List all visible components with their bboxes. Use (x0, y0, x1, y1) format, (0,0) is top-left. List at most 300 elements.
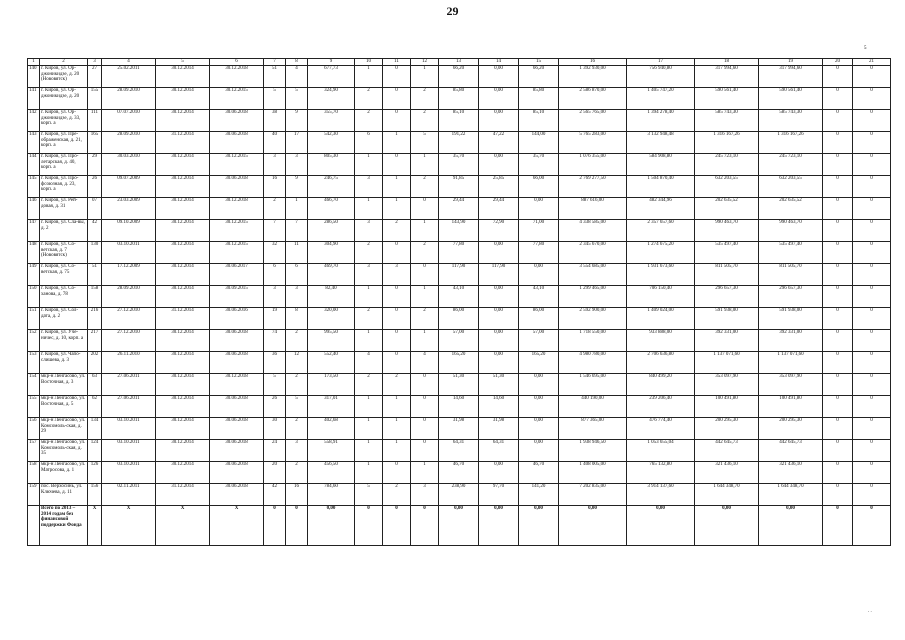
table-cell: 632 203,55 (695, 176, 759, 198)
table-cell: 30.12.2014 (156, 396, 210, 418)
table-cell: 784,60 (308, 484, 355, 506)
table-cell: 542,30 (308, 132, 355, 154)
row-id-cell: 150 (28, 286, 40, 308)
table-cell: 0 (853, 396, 891, 418)
table-cell: 2 (383, 220, 411, 242)
table-cell: 1 (411, 286, 439, 308)
table-cell: 27.06.2011 (102, 374, 156, 396)
table-cell: 25,85 (479, 176, 519, 198)
table-cell: 3 (411, 484, 439, 506)
address-cell: г. Киров, ул. Про-летарская, д. 40, корп. а (40, 154, 88, 176)
column-number: 21 (853, 59, 891, 66)
table-cell: 0 (853, 88, 891, 110)
table-cell: 31.12.2014 (156, 484, 210, 506)
table-cell: 47,22 (479, 132, 519, 154)
row-id-cell: 149 (28, 264, 40, 286)
table-cell: 0 (383, 154, 411, 176)
table-cell: 1 718 550,00 (559, 330, 627, 352)
table-cell: 0 (823, 198, 853, 220)
table-cell: 3 (355, 264, 383, 286)
address-cell: мкр-н Ленгасово, ул. Комсомоль-ская, д. 29 (40, 418, 88, 440)
table-cell: 17.12.2009 (102, 264, 156, 286)
column-number: 4 (102, 59, 156, 66)
column-number: 7 (264, 59, 286, 66)
table-cell: 304,90 (308, 242, 355, 264)
row-id-cell: 142 (28, 110, 40, 132)
table-cell: 0 (823, 396, 853, 418)
table-cell: 2 565 765,00 (559, 110, 627, 132)
table-cell: 0,00 (479, 330, 519, 352)
table-cell: 66,20 (519, 66, 559, 88)
table-cell: 245 723,10 (695, 154, 759, 176)
table-cell: 2 (286, 462, 308, 484)
table-cell: 0 (411, 198, 439, 220)
table-cell: 27.12.2010 (102, 330, 156, 352)
column-number: 10 (355, 59, 383, 66)
table-cell: 66,20 (439, 66, 479, 88)
table-cell: 63 (88, 374, 102, 396)
table-cell: 156 (88, 484, 102, 506)
table-row (28, 308, 891, 330)
table-cell: 32 (264, 242, 286, 264)
table-cell: 165 (88, 132, 102, 154)
table-cell: 30.12.2014 (156, 462, 210, 484)
table-cell: 2 357 657,60 (627, 220, 695, 242)
table-cell: 0 (383, 352, 411, 374)
table-cell: 51,30 (439, 374, 479, 396)
table-cell: 9 (286, 110, 308, 132)
table-cell: 2 (286, 374, 308, 396)
table-cell: 0 (823, 484, 853, 506)
table-cell: 30.12.2018 (210, 66, 264, 88)
table-cell: 440 190,00 (559, 396, 627, 418)
table-cell: 238,90 (439, 484, 479, 506)
table-cell: 239 206,40 (627, 396, 695, 418)
table-cell: 35,70 (439, 154, 479, 176)
table-cell: 0 (853, 484, 891, 506)
table-row (28, 110, 891, 132)
table-cell: 30.12.2015 (210, 242, 264, 264)
table-cell: 0 (286, 506, 308, 546)
table-cell: 4 (286, 66, 308, 88)
table-cell: 0 (853, 242, 891, 264)
table-cell: 12 (286, 352, 308, 374)
table-cell: 585 743,30 (695, 110, 759, 132)
table-cell: 2 (411, 242, 439, 264)
table-row (28, 330, 891, 352)
table-cell: 584 908,80 (627, 154, 695, 176)
table-cell: 155 (88, 88, 102, 110)
table-cell: 2 345 670,00 (559, 242, 627, 264)
address-cell: г. Киров, ул. Чапо-слишева, д. 3 (40, 352, 88, 374)
column-number: 14 (479, 59, 519, 66)
table-cell: 0 (411, 264, 439, 286)
table-cell: 0,00 (479, 66, 519, 88)
housing-program-table (27, 58, 891, 546)
table-cell: 30.12.2014 (156, 440, 210, 462)
table-cell: 03.10.2011 (102, 462, 156, 484)
column-number: 19 (759, 59, 823, 66)
table-cell: 126 (88, 462, 102, 484)
table-cell: 143,90 (439, 220, 479, 242)
table-cell: 43,10 (439, 286, 479, 308)
table-cell: 558,91 (308, 440, 355, 462)
table-cell: 3 132 948,48 (627, 132, 695, 154)
table-cell: 0 (823, 418, 853, 440)
table-cell: 23.03.2009 (102, 198, 156, 220)
address-cell: г. Киров, ул. Пре-ображенская, д. 21, корп. а (40, 132, 88, 154)
table-cell: 246,75 (308, 176, 355, 198)
row-id-cell: 146 (28, 198, 40, 220)
table-cell: 442 645,73 (695, 440, 759, 462)
table-cell: 1 (355, 440, 383, 462)
table-cell: 1 (355, 462, 383, 484)
table-cell: 677,73 (308, 66, 355, 88)
table-cell: 2 (411, 88, 439, 110)
table-cell: 1 644 348,70 (695, 484, 759, 506)
table-cell: 0 (264, 506, 286, 546)
table-cell: 0,00 (479, 110, 519, 132)
table-cell: 320,00 (308, 308, 355, 330)
table-cell: 2 (383, 484, 411, 506)
table-cell: 2 (355, 110, 383, 132)
table-cell: 0,00 (759, 506, 823, 546)
table-cell: 1 931 673,60 (627, 264, 695, 286)
table-cell: 0 (355, 506, 383, 546)
column-number: 8 (286, 59, 308, 66)
row-id-cell: 155 (28, 396, 40, 418)
table-cell: 28.09.2010 (102, 132, 156, 154)
table-cell: 0 (411, 418, 439, 440)
table-cell: 8 (286, 308, 308, 330)
table-cell: 245 723,10 (759, 154, 823, 176)
table-cell: 0 (853, 264, 891, 286)
address-cell: г. Киров, ул. Ор-джоникидзе, д. 33, корп. а (40, 110, 88, 132)
table-cell: 165,20 (439, 352, 479, 374)
table-cell: 85,80 (439, 88, 479, 110)
table-total-row (28, 506, 891, 546)
address-cell: мкр-н Ленгасово, ул. Восточная, д. 3 (40, 374, 88, 396)
table-cell: 216 (88, 308, 102, 330)
table-cell: 91,85 (439, 176, 479, 198)
table-cell: 0 (411, 440, 439, 462)
bottom-mark: . . (868, 609, 872, 614)
table-cell: 469,70 (308, 264, 355, 286)
table-cell: 30.06.2018 (210, 484, 264, 506)
table-cell: 30.12.2014 (156, 418, 210, 440)
table-cell: 0 (823, 154, 853, 176)
table-cell: 0 (823, 242, 853, 264)
table-cell: 46,70 (439, 462, 479, 484)
table-cell: 0 (823, 374, 853, 396)
table-cell: 2 (355, 242, 383, 264)
table-cell: 353 097,90 (759, 374, 823, 396)
table-cell: 191,22 (439, 132, 479, 154)
table-cell: 552,40 (308, 352, 355, 374)
table-cell: X (102, 506, 156, 546)
table-cell: 535 497,40 (695, 242, 759, 264)
table-cell: 296 657,30 (759, 286, 823, 308)
table-cell: 317 994,60 (759, 66, 823, 88)
table-cell: 0,00 (559, 506, 627, 546)
table-cell: 7 (286, 220, 308, 242)
column-number: 13 (439, 59, 479, 66)
table-cell: 0,00 (519, 396, 559, 418)
table-cell: 2 (411, 308, 439, 330)
table-cell: 117,90 (439, 264, 479, 286)
table-row (28, 374, 891, 396)
table-cell: 202 635,52 (695, 198, 759, 220)
table-cell: 30.06.2017 (210, 264, 264, 286)
table-cell: 1 394 278,40 (627, 110, 695, 132)
row-id-cell: 158 (28, 462, 40, 484)
row-id-cell: 148 (28, 242, 40, 264)
table-cell: 30.12.2014 (156, 66, 210, 88)
table-cell: 0 (853, 154, 891, 176)
address-cell: мкр-н Ленгасово, ул. Восточная, д. 5 (40, 396, 88, 418)
table-cell: 36 (264, 352, 286, 374)
table-cell: 30.12.2015 (210, 154, 264, 176)
table-cell: 0 (383, 88, 411, 110)
table-cell: 1 (355, 396, 383, 418)
table-cell: 0 (823, 462, 853, 484)
table-cell: 02.11.2011 (102, 484, 156, 506)
row-id-cell: 154 (28, 374, 40, 396)
table-cell: 64,31 (479, 440, 519, 462)
row-id-cell (28, 506, 40, 546)
table-cell: 3 (355, 176, 383, 198)
table-cell: 392 331,00 (695, 330, 759, 352)
column-number: 6 (210, 59, 264, 66)
table-cell: 0 (383, 110, 411, 132)
table-cell: 1 405 747,20 (627, 88, 695, 110)
table-cell: 585 743,30 (759, 110, 823, 132)
table-cell: 0 (853, 462, 891, 484)
table-cell: 6 (355, 132, 383, 154)
address-cell: г. Киров, ул. Рей-довая, д. 31 (40, 198, 88, 220)
row-id-cell: 141 (28, 88, 40, 110)
table-cell: 1 409 024,00 (627, 308, 695, 330)
table-cell: 0 (853, 132, 891, 154)
corner-mark: 5 (864, 46, 867, 51)
table-cell: 0 (853, 418, 891, 440)
table-cell: 3 (264, 154, 286, 176)
table-cell: 0 (823, 176, 853, 198)
table-row (28, 264, 891, 286)
table-cell: 1 137 071,60 (759, 352, 823, 374)
table-cell: 64,31 (439, 440, 479, 462)
row-id-cell: 152 (28, 330, 40, 352)
row-id-cell: 140 (28, 66, 40, 88)
table-cell: X (210, 506, 264, 546)
table-cell: 2 (383, 374, 411, 396)
table-cell: 158 (88, 286, 102, 308)
table-cell: 0,00 (479, 154, 519, 176)
table-cell: 165,20 (519, 352, 559, 374)
table-cell: 0 (411, 506, 439, 546)
table-cell: 97,70 (479, 484, 519, 506)
table-cell: 0,00 (439, 506, 479, 546)
table-cell: 173,50 (308, 374, 355, 396)
table-row (28, 440, 891, 462)
table-cell: X (156, 506, 210, 546)
table-cell: 82,40 (308, 286, 355, 308)
table-cell: 1 (411, 154, 439, 176)
column-number: 1 (28, 59, 40, 66)
row-id-cell: 156 (28, 418, 40, 440)
column-number: 9 (308, 59, 355, 66)
table-cell: 17 (286, 132, 308, 154)
table-cell: 200 295,30 (759, 418, 823, 440)
table-cell: 392 331,00 (759, 330, 823, 352)
table-cell: 632 203,55 (759, 176, 823, 198)
table-cell: 9 (286, 176, 308, 198)
table-cell: 4 980 780,00 (559, 352, 627, 374)
table-cell: 6 (286, 264, 308, 286)
address-cell: г. Киров, ул. Со-ветская, д. 7 (Нововятск) (40, 242, 88, 264)
table-cell: 30.03.2010 (102, 154, 156, 176)
table-cell: 28.09.2010 (102, 286, 156, 308)
table-cell: 30.06.2018 (210, 462, 264, 484)
table-cell: 28.09.2010 (102, 88, 156, 110)
address-cell: г. Киров, ул. Уче-ничес, д. 10, корп. а (40, 330, 88, 352)
table-cell: 0,00 (519, 198, 559, 220)
table-cell: 57,00 (439, 330, 479, 352)
table-cell: 1 (383, 132, 411, 154)
table-cell: 591 938,00 (695, 308, 759, 330)
table-cell: 77,80 (519, 242, 559, 264)
table-body (28, 59, 891, 546)
table-cell: 353 097,90 (695, 374, 759, 396)
table-cell: 30.06.2018 (210, 110, 264, 132)
table-cell: 30.12.2014 (156, 110, 210, 132)
table-row (28, 484, 891, 506)
table-cell: 402,68 (308, 418, 355, 440)
table-cell: 1 (411, 462, 439, 484)
table-cell: 0,00 (479, 506, 519, 546)
table-cell: 03.10.2011 (102, 440, 156, 462)
table-cell: 51,30 (479, 374, 519, 396)
table-cell: 31.12.2014 (156, 132, 210, 154)
page-number: 29 (446, 4, 459, 18)
table-cell: 85,10 (439, 110, 479, 132)
table-cell: 86,00 (439, 308, 479, 330)
table-cell: 25.02.2011 (102, 66, 156, 88)
table-cell: 811 505,70 (759, 264, 823, 286)
table-row (28, 154, 891, 176)
table-cell: 42 (88, 220, 102, 242)
table-cell: 1 (383, 396, 411, 418)
table-cell: 1 316 167,26 (695, 132, 759, 154)
table-cell: 30.12.2014 (156, 242, 210, 264)
table-cell: 30.12.2014 (156, 374, 210, 396)
table-cell: 100 491,80 (759, 396, 823, 418)
table-cell: 355,70 (308, 110, 355, 132)
table-cell: 86,00 (519, 308, 559, 330)
table-cell: 30.09.2015 (210, 286, 264, 308)
table-cell: 756 940,80 (627, 66, 695, 88)
address-cell: г. Киров, ул. Сол-дата, д. 2 (40, 308, 88, 330)
table-cell: 111 (88, 110, 102, 132)
address-cell: мкр-н Ленгасово, ул. Матросова, д. 1 (40, 462, 88, 484)
table-cell: 2 (411, 176, 439, 198)
table-cell: 0 (853, 352, 891, 374)
table-cell: 1 (355, 198, 383, 220)
table-cell: 0 (383, 286, 411, 308)
table-cell: 0 (823, 330, 853, 352)
table-cell: 840 499,20 (627, 374, 695, 396)
table-cell: 3 914 137,60 (627, 484, 695, 506)
table-cell: 124 (88, 440, 102, 462)
table-cell: 1 (411, 220, 439, 242)
table-cell: 11 (286, 242, 308, 264)
table-cell: 1 (355, 66, 383, 88)
table-cell: 1 137 071,60 (695, 352, 759, 374)
address-cell: г. Киров, ул. Сла-вы, д. 2 (40, 220, 88, 242)
table-cell: 317,01 (308, 396, 355, 418)
table-row (28, 176, 891, 198)
table-cell: 38 (264, 110, 286, 132)
table-cell: 19 (264, 308, 286, 330)
table-cell: 887 616,00 (559, 198, 627, 220)
table-cell: 130 (88, 242, 102, 264)
table-cell: 5 (264, 374, 286, 396)
table-cell: 482 344,96 (627, 198, 695, 220)
table-cell: 590 561,40 (759, 88, 823, 110)
table-row (28, 132, 891, 154)
table-cell: 1 (286, 198, 308, 220)
table-cell: 0 (853, 286, 891, 308)
table-cell: 0 (853, 308, 891, 330)
table-row (28, 198, 891, 220)
table-cell: 29,44 (479, 198, 519, 220)
table-cell: 0 (823, 352, 853, 374)
table-cell: 2 (355, 88, 383, 110)
table-cell: 3 (383, 264, 411, 286)
table-cell: 535 497,40 (759, 242, 823, 264)
table-cell: 3 (286, 154, 308, 176)
table-cell: 2 706 636,80 (627, 352, 695, 374)
table-cell: 117,90 (479, 264, 519, 286)
table-cell: 1 (355, 418, 383, 440)
row-id-cell: 144 (28, 154, 40, 176)
table-cell: 30.12.2015 (210, 88, 264, 110)
table-cell: 995,50 (308, 330, 355, 352)
table-cell: 0 (383, 308, 411, 330)
table-cell: 40 (264, 132, 286, 154)
table-cell: 0 (383, 330, 411, 352)
table-cell: 0 (853, 330, 891, 352)
table-cell: 442 645,73 (759, 440, 823, 462)
table-cell: 0 (823, 110, 853, 132)
table-cell: 35,70 (519, 154, 559, 176)
table-cell: 1 546 695,00 (559, 374, 627, 396)
address-cell: г. Киров, ул. Ор-джоникидзе, д. 20 (Нововятск) (40, 66, 88, 88)
column-number: 16 (559, 59, 627, 66)
table-cell: 20 (264, 462, 286, 484)
table-cell: 0 (823, 506, 853, 546)
table-cell: 990 463,70 (695, 220, 759, 242)
table-cell: 66,00 (519, 176, 559, 198)
address-cell: пос. Верхосинь, ул. Ключева, д. 11 (40, 484, 88, 506)
row-id-cell: 151 (28, 308, 40, 330)
table-cell: 71,00 (519, 220, 559, 242)
table-cell: 0,00 (479, 462, 519, 484)
table-cell: 321 436,10 (759, 462, 823, 484)
table-cell: 3 (286, 440, 308, 462)
table-cell: 3 554 685,00 (559, 264, 627, 286)
table-cell: 1 (411, 330, 439, 352)
